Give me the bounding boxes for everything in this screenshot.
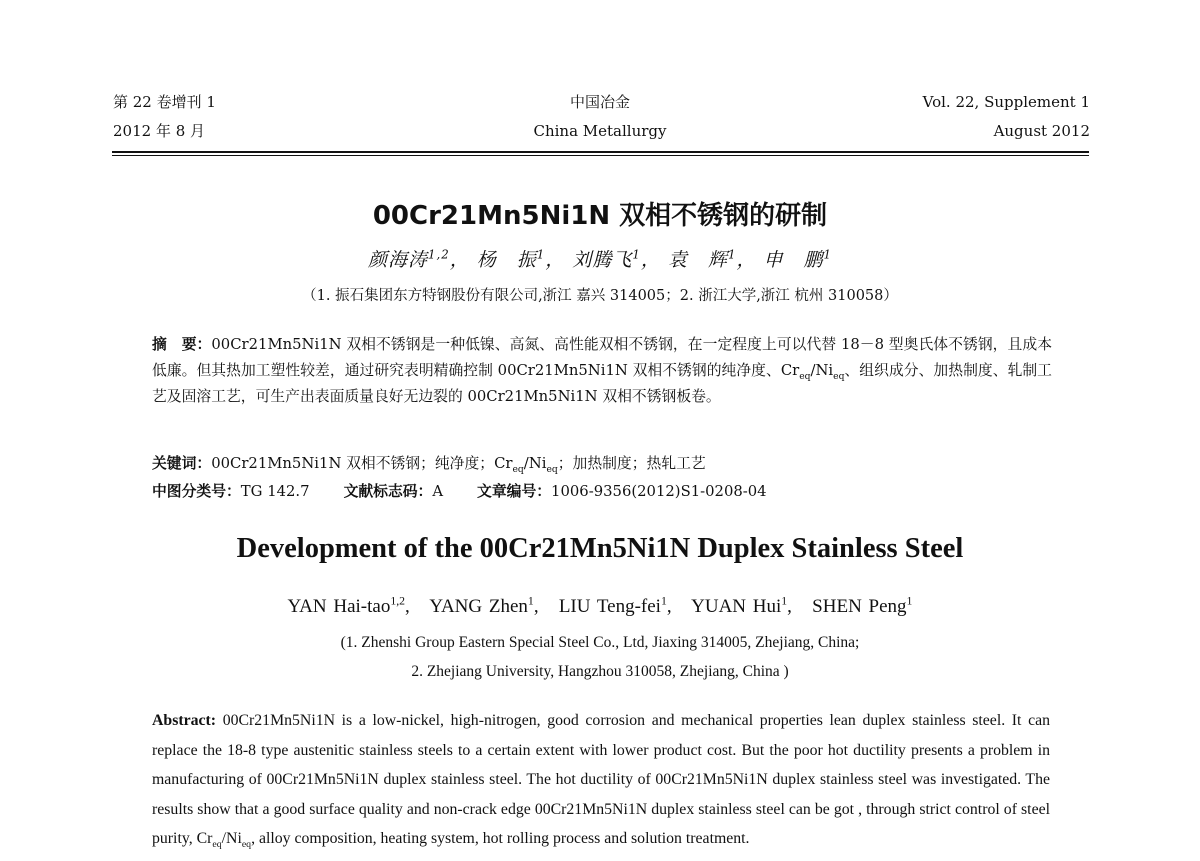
abstract-en-text-2: , bbox=[251, 830, 256, 847]
volume-en: Vol. 22, Supplement 1 bbox=[922, 93, 1090, 111]
author-sep: , bbox=[533, 596, 539, 617]
abstract-cn-text-1: 00Cr21Mn5Ni1N 双相不锈钢是一种低镍、高氮、高性能双相不锈钢，在一定程度上可以代替 18－8 型奥氏体不锈钢，且成本低廉。但其热加工塑性较差，通过研究表明精确控制 00Cr21Mn5Ni1N 双相不锈钢的纯净度、 bbox=[152, 336, 1052, 379]
cr-eq-term: $Cr_{eq}/Ni_{eq}$ bbox=[196, 830, 252, 851]
abstract-en-label: Abstract: bbox=[152, 712, 217, 729]
clc-label: 中图分类号： bbox=[152, 483, 241, 500]
author-sep: , bbox=[405, 596, 410, 617]
article-number-label: 文章编号： bbox=[477, 483, 552, 500]
abstract-cn bbox=[152, 332, 1052, 410]
abstract-cn-label: 摘 要： bbox=[152, 336, 212, 353]
cr-eq-term: $Cr_{eq}/Ni_{eq}$ bbox=[780, 362, 845, 382]
author-en-3: LIU Teng-fei bbox=[558, 596, 661, 617]
author-cn-5: 申 鹏 bbox=[763, 249, 824, 271]
abstract-en bbox=[152, 706, 1050, 854]
author-en-1-affil: 1,2 bbox=[390, 594, 406, 608]
abstract-en-text-3: alloy composition, heating system, hot rolling process and solution treatment. bbox=[258, 830, 750, 847]
keywords-cn-label: 关键词： bbox=[152, 455, 212, 472]
date-en: August 2012 bbox=[993, 122, 1090, 140]
author-sep: , bbox=[666, 596, 672, 617]
author-en-4: YUAN Hui bbox=[691, 596, 782, 617]
title-en: Development of the 00Cr21Mn5Ni1N Duplex Stainless Steel bbox=[236, 533, 964, 564]
author-sep: , bbox=[787, 596, 792, 617]
affiliation-cn: （1. 振石集团东方特钢股份有限公司,浙江 嘉兴 314005；2. 浙江大学,浙江 杭州 310058） bbox=[302, 288, 898, 304]
classification-cn bbox=[152, 479, 1052, 505]
volume-cn: 第 22 卷增刊 1 bbox=[113, 93, 216, 111]
keywords-cn-text-1: 00Cr21Mn5Ni1N 双相不锈钢；纯净度； bbox=[211, 455, 495, 472]
abstract-cn-text-2: 、组织成分、加热制度、轧制工艺及固溶工艺，可生产出表面质量良好无边裂的 00Cr21Mn5Ni1N 双相不锈钢板卷。 bbox=[152, 362, 1052, 405]
keywords-cn-text-2: ；加热制度；热轧工艺 bbox=[557, 455, 706, 472]
author-cn-2: 杨 振 bbox=[476, 249, 537, 271]
author-en-2-affil: 1 bbox=[527, 594, 534, 608]
affiliation-en-2: 2. Zhejiang University, Hangzhou 310058, Zhejiang, China ) bbox=[411, 663, 789, 680]
authors-cn bbox=[0, 245, 1200, 272]
author-en-1: YAN Hai-tao bbox=[287, 596, 391, 617]
author-sep: ， bbox=[545, 249, 566, 271]
header-rule-thin bbox=[112, 155, 1089, 156]
author-cn-3-affil: 1 bbox=[632, 247, 641, 262]
author-sep: ， bbox=[736, 249, 757, 271]
affiliation-en bbox=[0, 628, 1200, 686]
abstract-en-text-1: 00Cr21Mn5Ni1N is a low-nickel, high-nitrogen, good corrosion and mechanical properties lean duplex stainless steel. It can replace the 18-8 type austenitic stainless steels to a certain extent with lower product cost. But the poor hot ductility presents a problem in manufacturing of 00Cr21Mn5Ni1N duplex stainless steel. The hot ductility of 00Cr21Mn5Ni1N duplex stainless steel was investigated. The results show that a good surface quality and non-crack edge 00Cr21Mn5Ni1N duplex stainless steel can be got , through strict control of steel purity, bbox=[152, 712, 1050, 847]
journal-name-en: China Metallurgy bbox=[533, 122, 667, 140]
author-cn-1: 颜海涛 bbox=[367, 249, 428, 271]
clc-value: TG 142.7 bbox=[240, 483, 310, 500]
article-number-value: 1006-9356(2012)S1-0208-04 bbox=[551, 483, 767, 500]
author-cn-5-affil: 1 bbox=[823, 247, 833, 262]
title-cn: 00Cr21Mn5Ni1N 双相不锈钢的研制 bbox=[372, 201, 828, 231]
journal-name-cn: 中国冶金 bbox=[569, 93, 630, 111]
affiliation-en-1: (1. Zhenshi Group Eastern Special Steel Co., Ltd, Jiaxing 314005, Zhejiang, China; bbox=[340, 634, 860, 651]
doc-code-value: A bbox=[432, 483, 444, 500]
cr-eq-term: $Cr_{eq}/Ni_{eq}$ bbox=[494, 455, 558, 475]
authors-en bbox=[0, 596, 1200, 618]
author-cn-2-affil: 1 bbox=[536, 247, 546, 262]
keywords-cn bbox=[152, 451, 1052, 477]
author-sep: ， bbox=[449, 249, 470, 271]
author-cn-1-affil: 1,2 bbox=[427, 247, 450, 262]
author-en-2: YANG Zhen bbox=[429, 596, 528, 617]
author-en-5: SHEN Peng bbox=[812, 596, 907, 617]
author-en-4-affil: 1 bbox=[781, 594, 788, 608]
author-en-3-affil: 1 bbox=[660, 594, 667, 608]
author-cn-4: 袁 辉 bbox=[667, 249, 728, 271]
doc-code-label: 文献标志码： bbox=[343, 483, 433, 500]
header-rule-thick bbox=[112, 151, 1089, 153]
date-cn: 2012 年 8 月 bbox=[113, 122, 206, 140]
header-right bbox=[923, 88, 1090, 146]
author-sep: ， bbox=[640, 249, 661, 271]
author-cn-4-affil: 1 bbox=[727, 247, 737, 262]
author-cn-3: 刘腾飞 bbox=[572, 249, 633, 271]
author-en-5-affil: 1 bbox=[906, 594, 913, 608]
